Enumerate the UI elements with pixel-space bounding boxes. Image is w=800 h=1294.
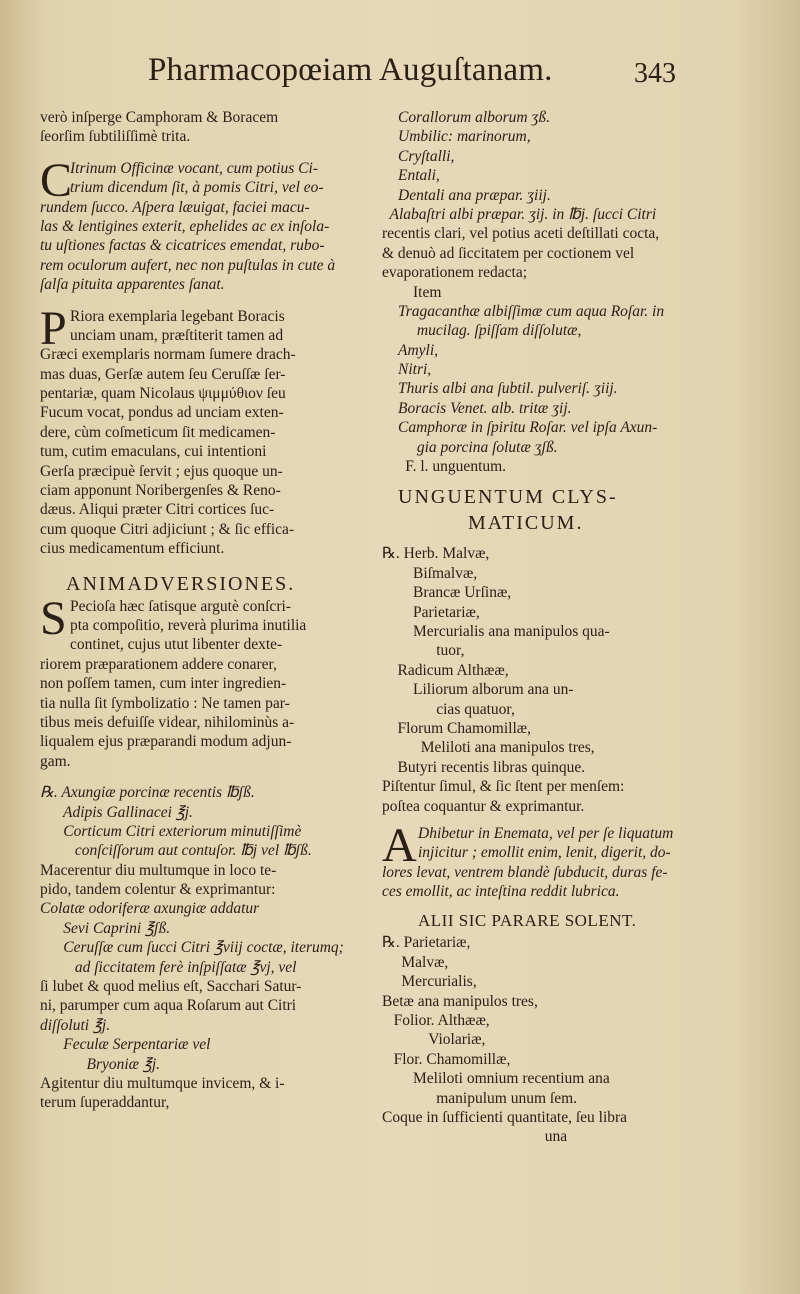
recipe-continued [382, 108, 780, 476]
recipe-line: Agitentur diu multumque invicem, & i- [40, 1074, 285, 1092]
recipe-line: Meliloti omnium recentium ana [382, 1070, 610, 1088]
recipe-line: Flor. Chamomillæ, [382, 1050, 511, 1068]
recipe-line: Ceruſſæ cum ſucci Citri ℥viij coctæ, iterumq; [40, 939, 344, 957]
page-header [0, 52, 800, 96]
recipe-line: Feculæ Serpentariæ vel [40, 1036, 211, 1054]
speciosa-paragraph [40, 591, 370, 772]
text-line: rundem ſucco. Aſpera læuigat, faciei macu- [40, 198, 310, 216]
recipe-line: Amyli, [398, 341, 439, 359]
page-number: 343 [634, 58, 676, 89]
text-line: Gerſa præcipuè ſervit ; ejus quoque un- [40, 462, 283, 480]
left-column [40, 108, 370, 1113]
recipe-line: Parietariæ, [382, 603, 480, 621]
text-line: pentariæ, quam Nicolaus ψιμμύθιον ſeu [40, 385, 286, 403]
text-line: liqualem ejus præparandi modum adjun- [40, 733, 292, 751]
recipe-line: recentis clari, vel potius aceti deſtillati cocta, [382, 225, 660, 243]
text-line: pta compoſitio, reverà plurima inutilia [70, 616, 307, 634]
recipe-line: diſſoluti ℥j. [40, 1016, 111, 1034]
text-line: lores levat, ventrem blandè ſubducit, duras fe- [382, 863, 668, 881]
recipe-line: Mercurialis ana manipulos qua- [382, 622, 610, 640]
recipe-line: gia porcina ſolutæ ʒʃß. [382, 438, 558, 456]
priora-paragraph [40, 301, 370, 559]
recipe-line: ni, parumper cum aqua Roſarum aut Citri [40, 997, 297, 1015]
section-heading: ANIMADVERSIONES. [66, 572, 296, 595]
recipe-line: Macerentur diu multumque in loco te- [40, 861, 277, 879]
recipe-line: Biſmalvæ, [382, 564, 478, 582]
text-line: dæus. Aliqui præter Citri cortices ſuc- [40, 501, 275, 519]
text-line: continet, cujus utut libenter dexte- [70, 636, 283, 654]
recipe-line: manipulum unum ſem. [382, 1089, 578, 1107]
recipe-line: Tragacanthæ albiſſimæ cum aqua Roſar. in [398, 302, 665, 320]
recipe-line: Cryſtalli, [398, 147, 455, 165]
recipe-line: Entali, [398, 167, 440, 185]
adhibetur-paragraph [382, 818, 780, 902]
section-heading: ALII SIC PARARE SOLENT. [418, 911, 637, 931]
text-line: cius medicamentum efficiunt. [40, 540, 225, 558]
recipe-line: Nitri, [398, 361, 432, 379]
text-line: Itrinum Officinæ vocant, cum potius Ci- [70, 159, 318, 177]
recipe-line: Bryoniæ ℥j. [40, 1055, 161, 1073]
citrinum-paragraph [40, 153, 370, 295]
text-line: Græci exemplaris normam ſumere drach- [40, 346, 296, 364]
section-heading: MATICUM. [468, 512, 584, 535]
text-line: ſeorſim ſubtiliſſimè trita. [40, 128, 191, 146]
text-line: unciam unam, præſtiterit tamen ad [70, 326, 284, 344]
recipe-line: mucilag. ſpiſſam diſſolutæ, [382, 322, 582, 340]
running-title: Pharmacopœiam Auguſtanam. [148, 52, 553, 88]
right-column [382, 108, 780, 1147]
recipe-line: Thuris albi ana ſubtil. pulveriſ. ʒiij. [398, 380, 618, 398]
recipe-line: poſtea coquantur & exprimantur. [382, 797, 585, 815]
text-line: ces emollit, ac inteſtina reddit lubrica. [382, 883, 620, 901]
recipe-line: Malvæ, [382, 953, 449, 971]
recipe-line: Betæ ana manipulos tres, [382, 992, 538, 1010]
text-line: rem oculorum aufert, nec non puſtulas in cute à [40, 256, 336, 274]
recipe-line: evaporationem redacta; [382, 264, 528, 282]
text-line: las & lentigines exterit, ephelides ac ex inſola- [40, 217, 330, 235]
recipe-line: Piſtentur ſimul, & ſic ſtent per menſem: [382, 778, 625, 796]
recipe-line: ℞. Axungiæ porcinæ recentis ℔ʃß. [40, 784, 255, 802]
drop-cap: S [40, 591, 67, 645]
text-line: injicitur ; emollit enim, lenit, digerit, do- [418, 844, 671, 862]
recipe-line: terum ſuperaddantur, [40, 1094, 170, 1112]
recipe-line: ad ſiccitatem ferè inſpiſſatæ ℥vj, vel [40, 958, 297, 976]
recipe-line: Liliorum alborum ana un- [382, 681, 574, 699]
alii-recipe [382, 933, 780, 1146]
drop-cap: P [40, 301, 67, 355]
recipe-line: Dentali ana præpar. ʒiij. [398, 186, 551, 204]
recipe-line: Violariæ, [382, 1031, 486, 1049]
recipe-line: conſciſſorum aut contuſor. ℔j vel ℔ʃß. [40, 842, 312, 860]
recipe-line: F. l. unguentum. [382, 458, 507, 476]
text-line: Pecioſa hæc ſatisque argutè conſcri- [70, 597, 291, 615]
drop-cap: A [382, 818, 417, 872]
text-line: ſalſa pituita apparentes ſanat. [40, 276, 225, 294]
recipe-line: Coque in ſufficienti quantitate, ſeu libra [382, 1108, 628, 1126]
clysmaticum-recipe [382, 544, 780, 815]
text-line: riorem præparationem addere conarer, [40, 655, 277, 673]
text-line: tibus meis defuiſſe videar, nihilominùs a- [40, 713, 295, 731]
recipe-line: Adipis Gallinacei ℥j. [40, 803, 193, 821]
recipe-line: pido, tandem colentur & exprimantur: [40, 881, 276, 899]
section-heading: UNGUENTUM CLYS- [398, 486, 618, 509]
text-line: trium dicendum ſit, à pomis Citri, vel eo- [70, 179, 324, 197]
continuation-text [40, 108, 370, 147]
text-line: cum quoque Citri adjiciunt ; & ſic effica- [40, 520, 295, 538]
text-line: tum, cutim emaculans, cui intentioni [40, 443, 267, 461]
recipe-line: cias quatuor, [382, 700, 515, 718]
recipe-line: Colatæ odoriferæ axungiæ addatur [40, 900, 260, 918]
recipe-line: Boracis Venet. alb. tritæ ʒij. [398, 399, 572, 417]
text-line: Dhibetur in Enemata, vel per ſe liquatum [418, 824, 674, 842]
recipe-line: ℞. Parietariæ, [382, 934, 471, 952]
text-line: verò inſperge Camphoram & Boracem [40, 109, 279, 126]
recipe-line: Alabaſtri albi præpar. ʒij. in ℔j. ſucci Citri [382, 205, 657, 223]
recipe-line: Corticum Citri exteriorum minutiſſimè [40, 822, 302, 840]
recipe-line: Camphoræ in ſpiritu Roſar. vel ipſa Axun- [398, 419, 658, 437]
recipe-line: Folior. Althææ, [382, 1012, 490, 1030]
recipe-line: Meliloti ana manipulos tres, [382, 739, 595, 757]
recipe-line: Brancæ Urſinæ, [382, 584, 512, 602]
text-line: gam. [40, 752, 71, 770]
catchword: una [382, 1128, 568, 1146]
text-line: tu uſtiones factas & cicatrices emendat, rubo- [40, 237, 325, 255]
recipe-line: Florum Chamomillæ, [382, 719, 531, 737]
text-line: ciam apponunt Noribergenſes & Reno- [40, 482, 281, 500]
text-line: non poſſem tamen, cum inter ingredien- [40, 675, 287, 693]
recipe-line: Butyri recentis libras quinque. [382, 758, 586, 776]
recipe-line: Mercurialis, [382, 973, 477, 991]
text-line: dere, cùm coſmeticum ſit medicamen- [40, 423, 276, 441]
text-line: tia nulla ſit ſymbolizatio : Ne tamen par- [40, 694, 290, 712]
text-line: Fucum vocat, pondus ad unciam exten- [40, 404, 284, 422]
recipe-line: Umbilic: marinorum, [398, 128, 531, 146]
recipe-line: Corallorum alborum ʒß. [398, 109, 550, 126]
text-line: Riora exemplaria legebant Boracis [70, 307, 285, 325]
text-line: mas duas, Gerſæ autem ſeu Ceruſſæ ſer- [40, 365, 286, 383]
recipe-line: Item [382, 283, 442, 301]
recipe-line: tuor, [382, 642, 465, 660]
recipe-block [40, 783, 370, 1113]
drop-cap: C [40, 153, 73, 207]
recipe-line: Sevi Caprini ℥ʃß. [40, 919, 171, 937]
recipe-line: ſi lubet & quod melius eſt, Sacchari Satur- [40, 978, 302, 996]
recipe-line: ℞. Herb. Malvæ, [382, 545, 490, 563]
recipe-line: Radicum Althææ, [382, 661, 509, 679]
recipe-line: & denuò ad ſiccitatem per coctionem vel [382, 244, 635, 262]
